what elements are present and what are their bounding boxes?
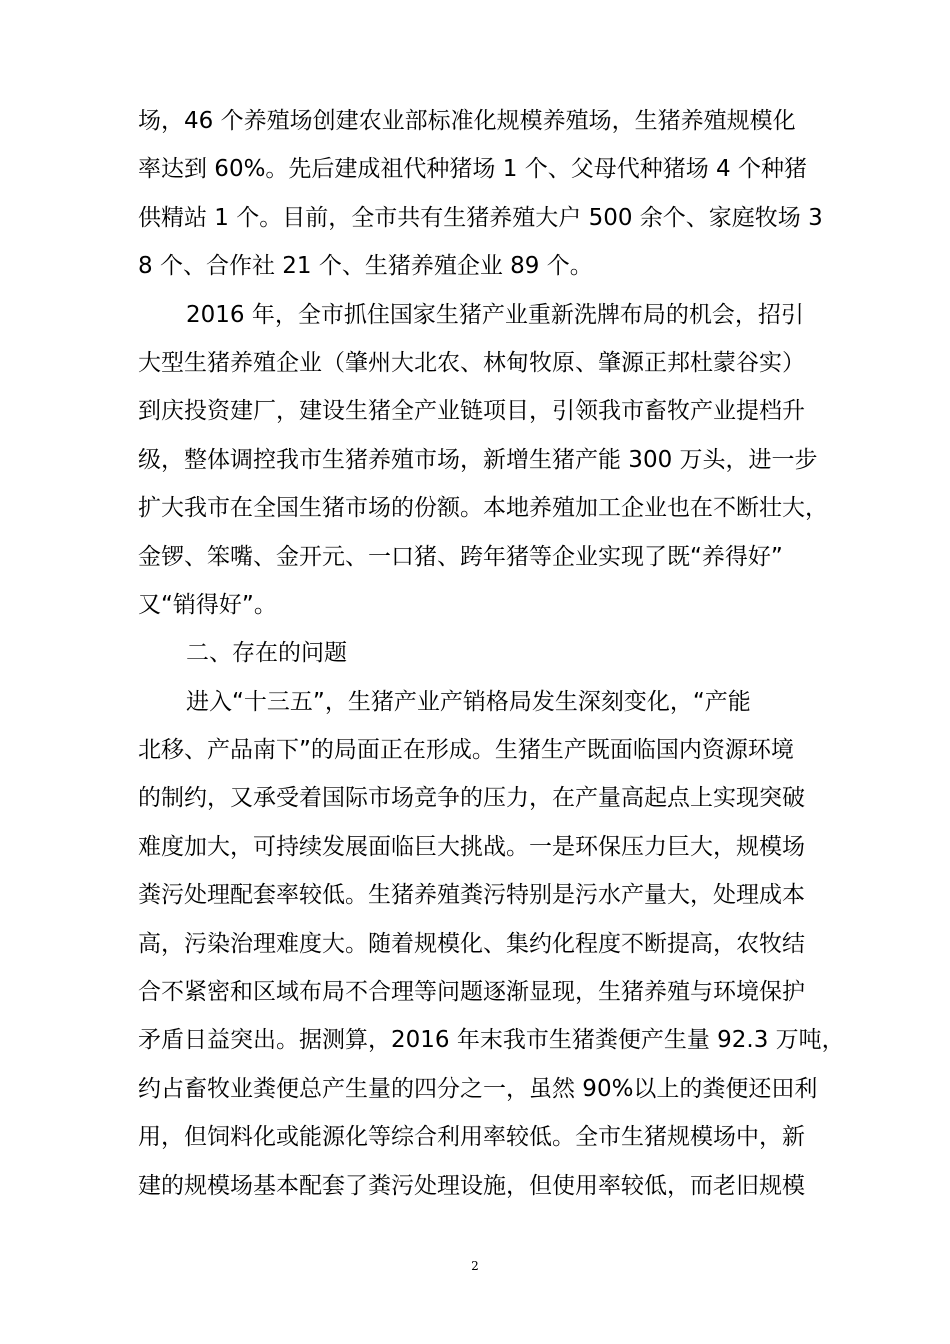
text-line: 用，但饲料化或能源化等综合利用率较低。全市生猪规模场中，新: [138, 1124, 805, 1151]
text-line: 北移、产品南下”的局面正在形成。生猪生产既面临国内资源环境: [138, 737, 794, 764]
text-line: 金锣、笨嘴、金开元、一口猪、跨年猪等企业实现了既“养得好”: [138, 543, 783, 570]
paragraph-first-line: 进入“十三五”，生猪产业产销格局发生深刻变化，“产能: [186, 688, 751, 715]
text-line: 扩大我市在全国生猪市场的份额。本地养殖加工企业也在不断壮大，: [138, 495, 828, 522]
text-line: 到庆投资建厂，建设生猪全产业链项目，引领我市畜牧产业提档升: [138, 398, 805, 425]
text-line: 约占畜牧业粪便总产生量的四分之一，虽然 90%以上的粪便还田利: [138, 1075, 818, 1102]
text-line: 8 个、合作社 21 个、生猪养殖企业 89 个。: [138, 253, 593, 280]
section-heading: 二、存在的问题: [186, 640, 347, 667]
text-line: 率达到 60%。先后建成祖代种猪场 1 个、父母代种猪场 4 个种猪: [138, 156, 807, 183]
text-line: 粪污处理配套率较低。生猪养殖粪污特别是污水产量大，处理成本: [138, 882, 805, 909]
body-text: [138, 97, 845, 1210]
text-line: 供精站 1 个。目前，全市共有生猪养殖大户 500 余个、家庭牧场 3: [138, 204, 823, 231]
text-line: 矛盾日益突出。据测算，2016 年末我市生猪粪便产生量 92.3 万吨，: [138, 1027, 845, 1054]
text-line: 场，46 个养殖场创建农业部标准化规模养殖场，生猪养殖规模化: [138, 108, 796, 134]
text-line: 建的规模场基本配套了粪污处理设施，但使用率较低，而老旧规模: [138, 1172, 805, 1199]
paragraph-first-line: 2016 年，全市抓住国家生猪产业重新洗牌布局的机会，招引: [186, 301, 804, 328]
text-line: 的制约，又承受着国际市场竞争的压力，在产量高起点上实现突破: [138, 785, 805, 812]
text-line: 难度加大，可持续发展面临巨大挑战。一是环保压力巨大，规模场: [138, 833, 805, 860]
text-line: 合不紧密和区域布局不合理等问题逐渐显现，生猪养殖与环境保护: [138, 979, 805, 1006]
text-line: 大型生猪养殖企业（肇州大北农、林甸牧原、肇源正邦杜蒙谷实）: [138, 349, 805, 376]
text-line: 级，整体调控我市生猪养殖市场，新增生猪产能 300 万头，进一步: [138, 446, 818, 473]
text-line: 高，污染治理难度大。随着规模化、集约化程度不断提高，农牧结: [138, 930, 805, 957]
page-number: 2: [471, 1259, 479, 1273]
text-line: 又“销得好”。: [138, 591, 277, 618]
